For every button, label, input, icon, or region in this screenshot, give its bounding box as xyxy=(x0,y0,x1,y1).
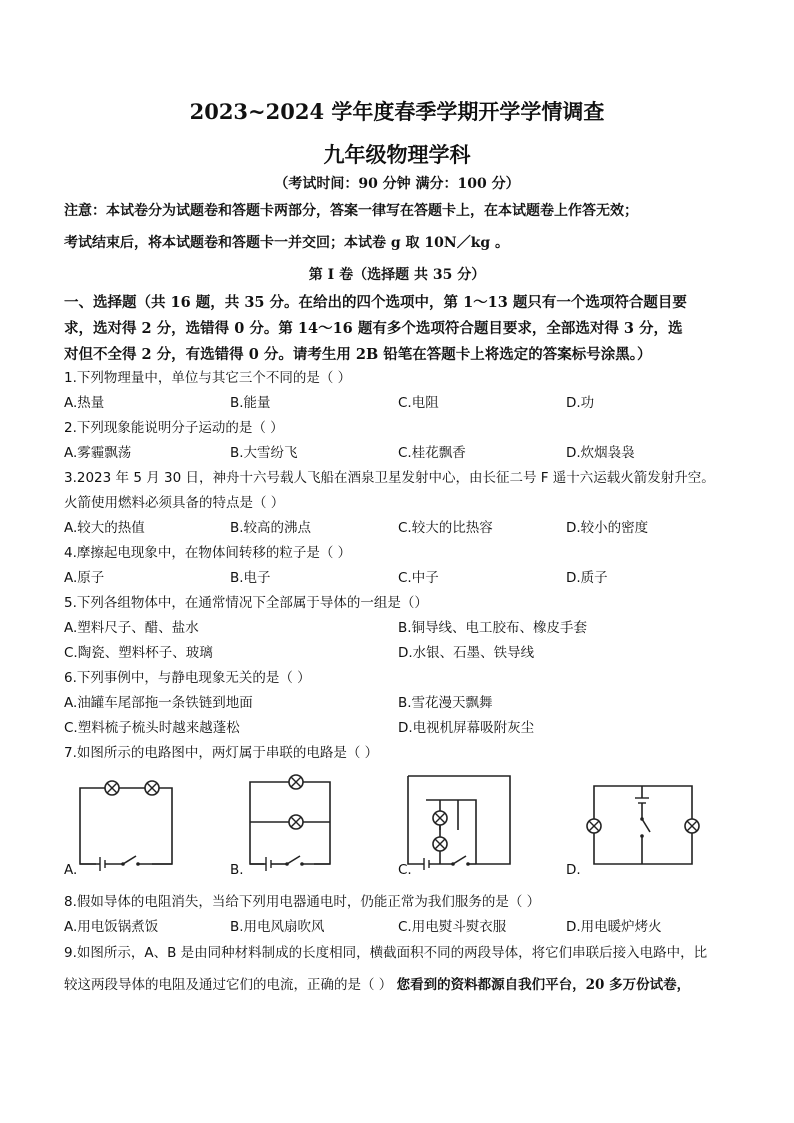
question-2-option-a: A.雾霾飘荡 xyxy=(64,445,132,461)
circuit-diagram-a xyxy=(70,772,182,872)
question-9-stem: 9.如图所示，A、B 是由同种材料制成的长度相同，横截面积不同的两段导体，将它们串联后接入电路中，比 xyxy=(64,945,708,961)
platform-watermark: 您看到的资料都源自我们平台，20 多万份试卷， xyxy=(396,977,691,993)
question-8-stem: 8.假如导体的电阻消失，当给下列用电器通电时，仍能正常为我们服务的是（ ） xyxy=(64,894,541,910)
question-2-option-d: D.炊烟袅袅 xyxy=(566,445,635,461)
question-6-option-b: B.雪花漫天飘舞 xyxy=(398,695,493,711)
question-1-option-c: C.电阻 xyxy=(398,395,439,411)
question-5-stem: 5.下列各组物体中，在通常情况下全部属于导体的一组是（） xyxy=(64,595,428,611)
circuit-diagram-c xyxy=(404,770,516,874)
question-8-option-d: D.用电暖炉烤火 xyxy=(566,919,662,935)
question-6-option-d: D.电视机屏幕吸附灰尘 xyxy=(398,720,535,736)
exam-note-line2: 考试结束后，将本试题卷和答题卡一并交回；本试卷 g 取 10N／kg 。 xyxy=(64,235,510,251)
question-2-stem: 2.下列现象能说明分子运动的是（ ） xyxy=(64,420,284,436)
question-5-option-a: A.塑料尺子、醋、盐水 xyxy=(64,620,199,636)
question-3-stem: 3.2023 年 5 月 30 日，神舟十六号载人飞船在酒泉卫星发射中心，由长征二号 F 遥十六运载火箭发射升空。 xyxy=(64,470,715,486)
question-2-option-b: B.大雪纷飞 xyxy=(230,445,298,461)
question-8-option-c: C.用电熨斗熨衣服 xyxy=(398,919,507,935)
question-4-stem: 4.摩擦起电现象中，在物体间转移的粒子是（ ） xyxy=(64,545,352,561)
question-4-option-d: D.质子 xyxy=(566,570,608,586)
question-8-option-a: A.用电饭锅煮饭 xyxy=(64,919,159,935)
question-3-option-a: A.较大的热值 xyxy=(64,520,145,536)
question-1-option-b: B.能量 xyxy=(230,395,271,411)
section-instructions-line1: 一、选择题（共 16 题，共 35 分。在给出的四个选项中，第 1～13 题只有一个选项符合题目要 xyxy=(64,294,687,311)
question-2-option-c: C.桂花飘香 xyxy=(398,445,466,461)
question-3-option-b: B.较高的沸点 xyxy=(230,520,312,536)
question-6-stem: 6.下列事例中，与静电现象无关的是（ ） xyxy=(64,670,311,686)
question-7-option-d: D. xyxy=(566,862,581,878)
question-6-option-c: C.塑料梳子梳头时越来越蓬松 xyxy=(64,720,240,736)
question-1-stem: 1.下列物理量中，单位与其它三个不同的是（ ） xyxy=(64,370,352,386)
question-7-option-a: A. xyxy=(64,862,78,878)
question-9-stem-text: 较这两段导体的电阻及通过它们的电流，正确的是（ ） xyxy=(64,977,393,993)
exam-subject: 九年级物理学科 xyxy=(323,142,471,167)
circuit-diagram-d xyxy=(584,780,704,870)
question-1-option-a: A.热量 xyxy=(64,395,105,411)
question-4-option-b: B.电子 xyxy=(230,570,271,586)
exam-note-line1: 注意：本试卷分为试题卷和答题卡两部分，答案一律写在答题卡上，在本试题卷上作答无效； xyxy=(64,203,638,219)
question-8-option-b: B.用电风扇吹风 xyxy=(230,919,325,935)
question-7-stem: 7.如图所示的电路图中，两灯属于串联的电路是（ ） xyxy=(64,745,379,761)
question-5-option-c: C.陶瓷、塑料杯子、玻璃 xyxy=(64,645,213,661)
question-7-option-c: C. xyxy=(398,862,412,878)
question-5-option-b: B.铜导线、电工胶布、橡皮手套 xyxy=(398,620,588,636)
question-3-option-d: D.较小的密度 xyxy=(566,520,649,536)
question-3-option-c: C.较大的比热容 xyxy=(398,520,493,536)
section-instructions-line3: 对但不全得 2 分，有选错得 0 分。请考生用 2B 铅笔在答题卡上将选定的答案标号涂黑。） xyxy=(64,346,652,363)
circuit-diagram-b xyxy=(240,772,340,872)
question-6-option-a: A.油罐车尾部拖一条铁链到地面 xyxy=(64,695,253,711)
question-4-option-a: A.原子 xyxy=(64,570,105,586)
question-1-option-d: D.功 xyxy=(566,395,595,411)
question-7-option-b: B. xyxy=(230,862,244,878)
exam-meta: （考试时间：90 分钟 满分：100 分） xyxy=(274,176,520,192)
exam-title: 2023~2024 学年度春季学期开学学情调查 xyxy=(189,99,605,124)
question-3-stem-line2: 火箭使用燃料必须具备的特点是（ ） xyxy=(64,495,285,511)
section-instructions-line2: 求，选对得 2 分，选错得 0 分。第 14～16 题有多个选项符合题目要求，全部选对得 3 分，选 xyxy=(64,320,683,337)
question-4-option-c: C.中子 xyxy=(398,570,439,586)
section-title: 第 I 卷（选择题 共 35 分） xyxy=(308,267,486,283)
question-5-option-d: D.水银、石墨、铁导线 xyxy=(398,645,535,661)
question-9-stem-line2 xyxy=(64,973,690,993)
